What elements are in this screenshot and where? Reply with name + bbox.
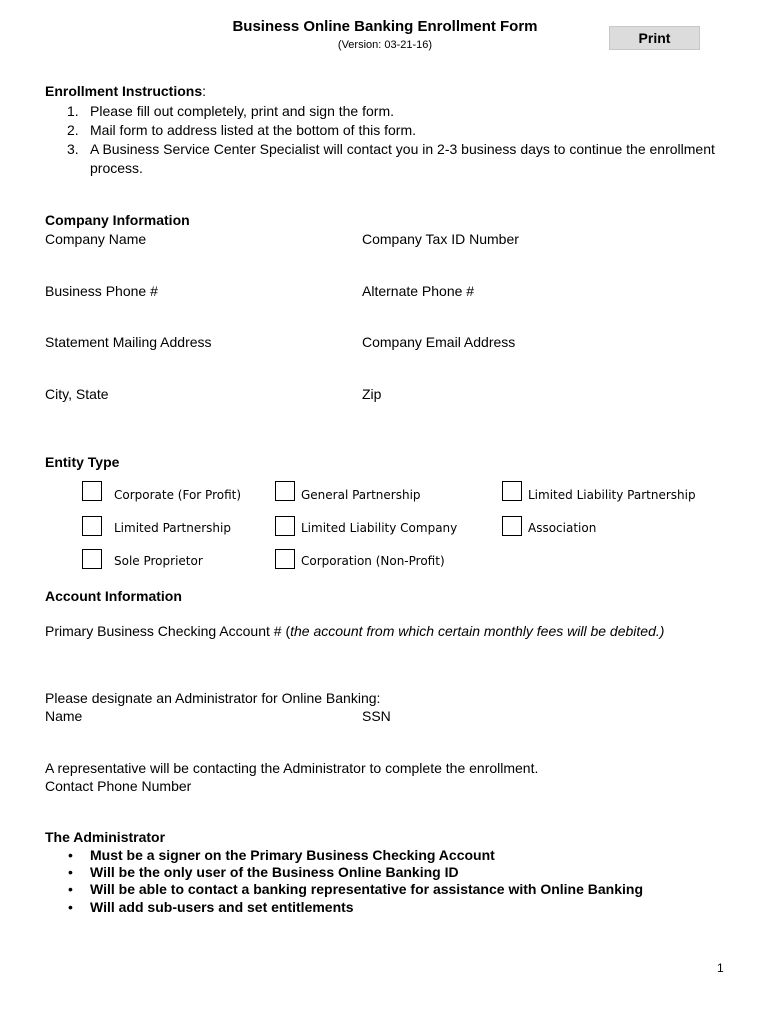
representative-note: A representative will be contacting the Administrator to complete the enrollment. [45, 760, 539, 776]
bullet-icon: • [68, 847, 73, 863]
bullet-icon: • [68, 864, 73, 880]
checkbox-corporation-non-profit[interactable] [275, 549, 295, 569]
admin-name-label: Name [45, 708, 83, 724]
checkbox-limited-partnership[interactable] [82, 516, 102, 536]
checkbox-association[interactable] [502, 516, 522, 536]
entity-option-label: Association [528, 521, 597, 535]
company-name-label: Company Name [45, 231, 147, 247]
entity-option-label: Limited Liability Company [301, 521, 458, 535]
entity-option-label: Sole Proprietor [114, 554, 203, 568]
checkbox-corporate-for-profit[interactable] [82, 481, 102, 501]
checking-account-row [45, 623, 664, 639]
entity-option-label: Corporate (For Profit) [114, 488, 242, 502]
checkbox-limited-liability-company[interactable] [275, 516, 295, 536]
instruction-text: A Business Service Center Specialist will contact you in 2-3 business days to continue the enrollment [90, 141, 715, 157]
instruction-number: 1. [67, 103, 79, 119]
tax-id-label: Company Tax ID Number [362, 231, 519, 247]
instruction-text: Please fill out completely, print and sign the form. [90, 103, 395, 119]
instruction-text: Mail form to address listed at the bottom of this form. [90, 122, 417, 138]
checkbox-limited-liability-partnership[interactable] [502, 481, 522, 501]
city-state-label: City, State [45, 386, 109, 402]
instructions-colon: : [202, 83, 207, 99]
print-button[interactable]: Print [609, 26, 700, 50]
entity-option-label: Limited Partnership [114, 521, 231, 535]
administrator-rule: Must be a signer on the Primary Business Checking Account [90, 847, 495, 863]
instruction-text-continued: process. [90, 160, 143, 176]
entity-heading: Entity Type [45, 454, 120, 470]
email-label: Company Email Address [362, 334, 516, 350]
business-phone-label: Business Phone # [45, 283, 158, 299]
instruction-number: 3. [67, 141, 79, 157]
admin-prompt: Please designate an Administrator for Online Banking: [45, 690, 381, 706]
instructions-heading: Enrollment Instructions [45, 83, 203, 99]
instructions-heading-row [45, 83, 206, 99]
administrator-rule: Will add sub-users and set entitlements [90, 899, 354, 915]
mailing-address-label: Statement Mailing Address [45, 334, 212, 350]
form-title: Business Online Banking Enrollment Form [232, 18, 538, 35]
entity-option-label: General Partnership [301, 488, 421, 502]
account-heading: Account Information [45, 588, 182, 604]
entity-option-label: Limited Liability Partnership [528, 488, 696, 502]
zip-label: Zip [362, 386, 382, 402]
company-heading: Company Information [45, 212, 190, 228]
page-number: 1 [717, 961, 724, 975]
bullet-icon: • [68, 899, 73, 915]
bullet-icon: • [68, 881, 73, 897]
admin-ssn-label: SSN [362, 708, 391, 724]
contact-phone-label: Contact Phone Number [45, 778, 192, 794]
checking-account-note: the account from which certain monthly fees will be debited.) [290, 623, 665, 639]
checking-account-label: Primary Business Checking Account # ( [45, 623, 291, 639]
form-version: (Version: 03-21-16) [337, 39, 433, 51]
administrator-rule: Will be able to contact a banking representative for assistance with Online Banking [90, 881, 644, 897]
entity-option-label: Corporation (Non-Profit) [301, 554, 445, 568]
alternate-phone-label: Alternate Phone # [362, 283, 475, 299]
checkbox-general-partnership[interactable] [275, 481, 295, 501]
administrator-heading: The Administrator [45, 829, 166, 845]
checkbox-sole-proprietor[interactable] [82, 549, 102, 569]
instruction-number: 2. [67, 122, 79, 138]
administrator-rule: Will be the only user of the Business Online Banking ID [90, 864, 459, 880]
